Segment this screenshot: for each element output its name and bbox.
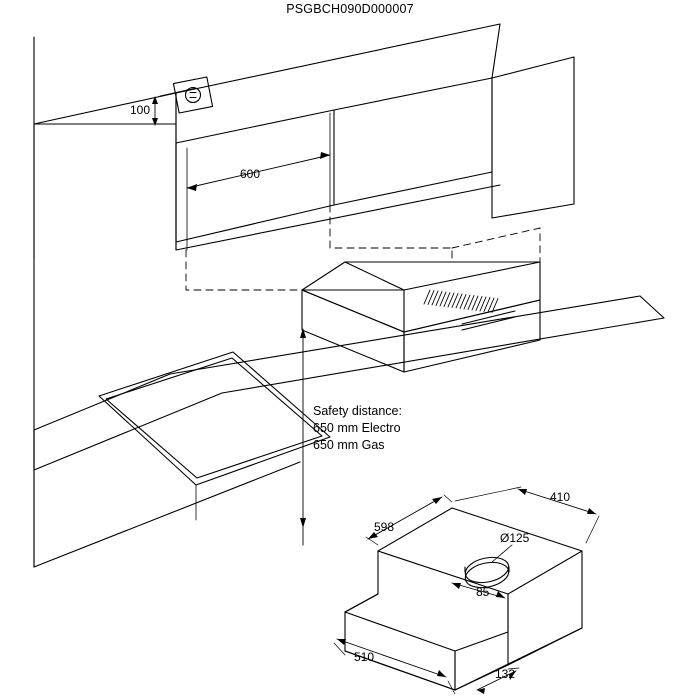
dimension-label-depth-top: 410 <box>550 490 571 504</box>
dimension-label-cabinet-width: 600 <box>240 167 261 181</box>
document-code: PSGBCH090D000007 <box>286 2 414 16</box>
dimension-label-outlet-offset: 85 <box>476 585 490 599</box>
dimension-label-width-bottom: 510 <box>354 650 375 664</box>
dimension-label-socket-height: 100 <box>130 103 151 117</box>
safety-distance-line-1: Safety distance: <box>313 404 402 418</box>
dimension-label-outlet-diameter: Ø125 <box>500 531 530 545</box>
dimension-label-width-top: 598 <box>374 520 395 534</box>
dimension-label-depth-bottom: 132 <box>495 667 516 681</box>
safety-distance-line-2: 650 mm Electro <box>313 421 401 435</box>
safety-distance-line-3: 650 mm Gas <box>313 438 385 452</box>
